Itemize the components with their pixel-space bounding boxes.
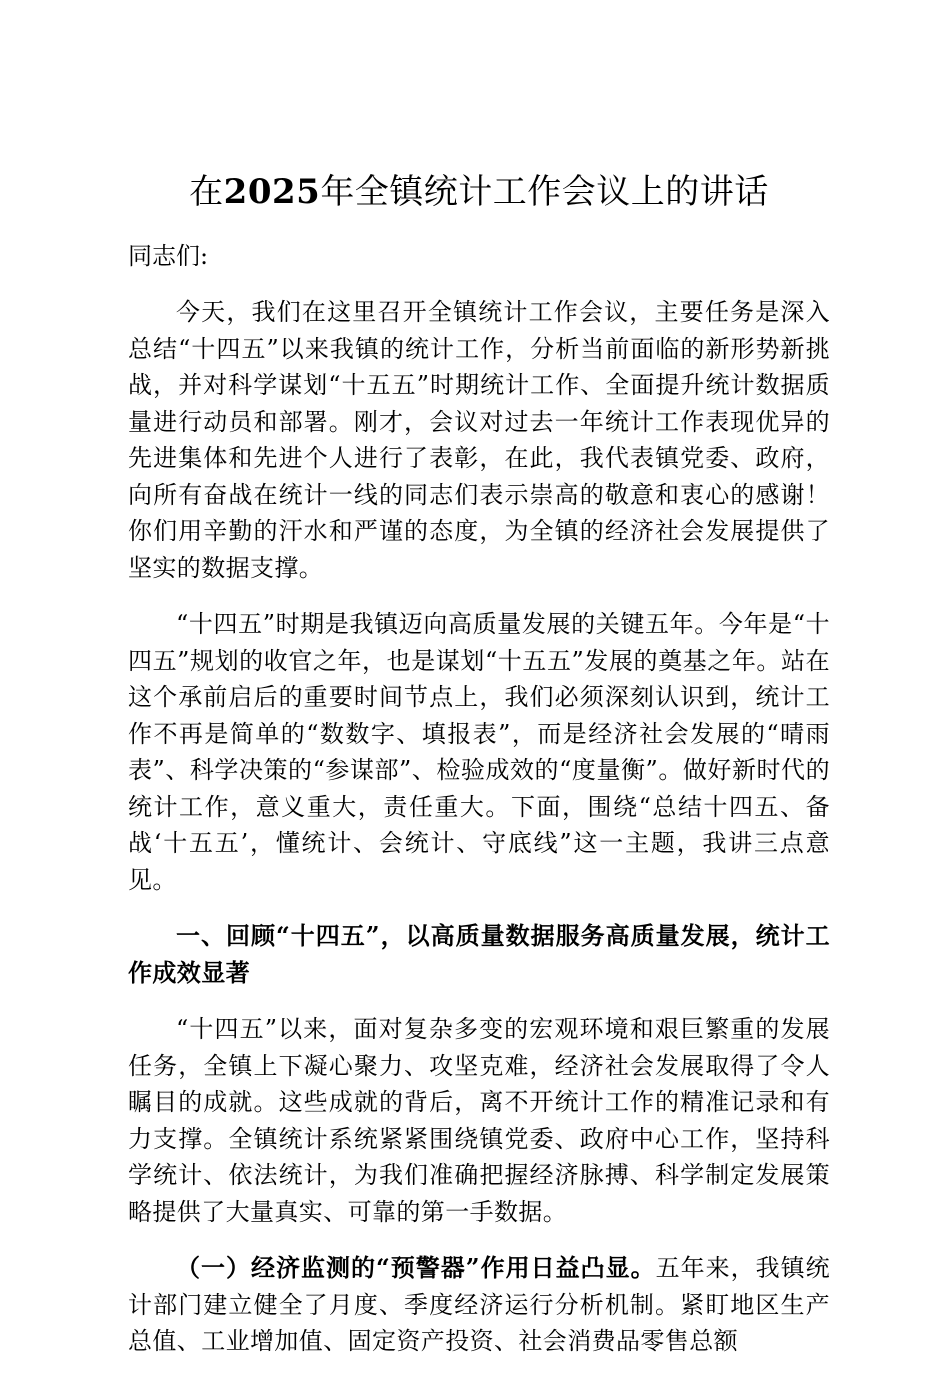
title-year: 2025 xyxy=(223,172,321,212)
paragraph-3: “十四五”以来，面对复杂多变的宏观环境和艰巨繁重的发展任务，全镇上下凝心聚力、攻坚克难，经济社会发展取得了令人瞩目的成就。这些成就的背后，离不开统计工作的精准记录和有力支撑。全镇统计系统紧紧围绕镇党委、政府中心工作，坚持科学统计、依法统计，为我们准确把握经济脉搏、科学制定发展策略提供了大量真实、可靠的第一手数据。 xyxy=(128,1015,830,1226)
paragraph-1: 今天，我们在这里召开全镇统计工作会议，主要任务是深入总结“十四五”以来我镇的统计工作，分析当前面临的新形势新挑战，并对科学谋划“十五五”时期统计工作、全面提升统计数据质量进行动员和部署。刚才，会议对过去一年统计工作表现优异的先进集体和先进个人进行了表彰，在此，我代表镇党委、政府，向所有奋战在统计一线的同志们表示崇高的敬意和衷心的感谢！你们用辛勤的汗水和严谨的态度，为全镇的经济社会发展提供了坚实的数据支撑。 xyxy=(128,298,830,582)
subsection-text-1: 五年来，我镇统计部门建立健全了月度、季度经济运行分析机制。紧盯地区生产总值、工业增加值、固定资产投资、社会消费品零售总额 xyxy=(128,1254,830,1355)
section-heading-1: 一、回顾“十四五”，以高质量数据服务高质量发展，统计工作成效显著 xyxy=(128,921,830,987)
subsection-heading-1: （一）经济监测的“预警器”作用日益凸显。 xyxy=(176,1253,656,1282)
page-title xyxy=(128,170,830,214)
salutation: 同志们: xyxy=(128,242,209,270)
title-prefix: 在 xyxy=(189,172,224,212)
paragraph-4 xyxy=(128,1250,830,1360)
paragraph-2: “十四五”时期是我镇迈向高质量发展的关键五年。今年是“十四五”规划的收官之年，也是谋划“十五五”发展的奠基之年。站在这个承前启后的重要时间节点上，我们必须深刻认识到，统计工作不再是简单的“数数字、填报表”，而是经济社会发展的“晴雨表”、科学决策的“参谋部”、检验成效的“度量衡”。做好新时代的统计工作，意义重大，责任重大。下面，围绕“总结十四五、备战‘十五五’，懂统计、会统计、守底线”这一主题，我讲三点意见。 xyxy=(128,610,830,894)
document-page xyxy=(128,170,830,1380)
title-suffix: 年全镇统计工作会议上的讲话 xyxy=(320,172,769,212)
